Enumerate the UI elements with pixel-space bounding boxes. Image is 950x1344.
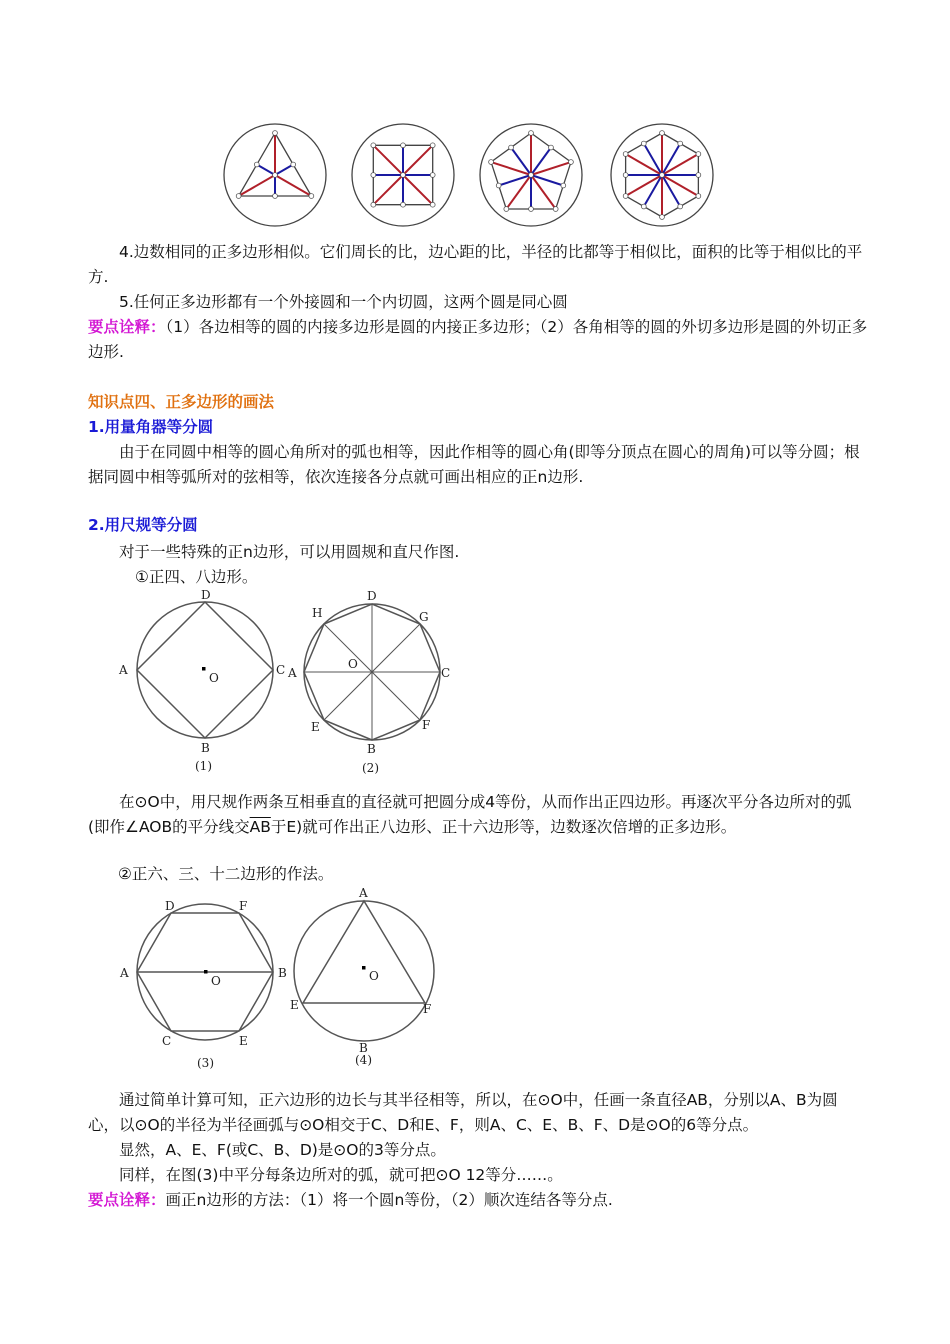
point — [236, 194, 241, 199]
caption: (3) — [197, 1056, 214, 1070]
point — [509, 145, 514, 150]
figure-3-hexagon — [115, 895, 295, 1075]
point — [623, 194, 628, 199]
center-point — [660, 173, 665, 178]
label-C: C — [276, 663, 286, 677]
radius-line — [531, 162, 571, 175]
point — [371, 173, 376, 178]
point — [660, 215, 665, 220]
point — [504, 207, 509, 212]
label-A: A — [119, 663, 128, 677]
label-D: D — [201, 588, 211, 602]
para-similarly: 同样，在图(3)中平分每条边所对的弧，就可把⊙O 12等分……。 — [119, 1166, 563, 1184]
label-D: D — [367, 589, 377, 603]
label-D: D — [165, 899, 175, 913]
point — [371, 202, 376, 207]
radius-line — [373, 175, 403, 205]
label-O: O — [369, 969, 379, 983]
point — [678, 204, 683, 209]
point — [309, 194, 314, 199]
point — [496, 183, 501, 188]
label-O: O — [211, 974, 221, 988]
point — [529, 207, 534, 212]
caption: (1) — [195, 759, 212, 773]
label-C: C — [441, 666, 451, 680]
point — [641, 204, 646, 209]
top-figure-triangle — [222, 122, 328, 228]
subsection-2-title: 2.用尺规等分圆 — [88, 516, 198, 534]
figure-4-triangle — [285, 885, 445, 1070]
note-label: 要点诠释： — [88, 1191, 166, 1209]
point — [569, 160, 574, 165]
radius-line — [373, 145, 403, 175]
note-1: 要点诠释：（1）各边相等的圆的内接多边形是圆的内接正多边形；（2）各角相等的圆的外切多边形是圆的外切正多边形. — [88, 318, 868, 361]
caption: (2) — [362, 761, 379, 775]
note-2: 要点诠释：画正n边形的方法：（1）将一个圆n等份，（2）顺次连结各等分点. — [88, 1191, 613, 1209]
note-label: 要点诠释： — [88, 318, 166, 336]
point — [273, 131, 278, 136]
point — [623, 173, 628, 178]
para-hexagon: 通过简单计算可知，正六边形的边长与其半径相等，所以，在⊙O中，任画一条直径AB，分别以A、B为圆心，以⊙O的半径为半径画弧与⊙O相交于C、D和E、F，则A、C、E、B、F、D是⊙O的6等分点。 — [88, 1091, 838, 1134]
top-figure-square — [350, 122, 456, 228]
point — [291, 162, 296, 167]
para-4: 4.边数相同的正多边形相似。它们周长的比，边心距的比，半径的比都等于相似比，面积的比等于相似比的平方. — [88, 243, 863, 286]
para-obviously: 显然，A、E、F(或C、B、D)是⊙O的3等分点。 — [119, 1141, 446, 1159]
label-E: E — [239, 1034, 248, 1048]
point — [254, 162, 259, 167]
point — [641, 141, 646, 146]
label-O: O — [209, 671, 219, 685]
label-B: B — [201, 741, 210, 755]
label-E: E — [311, 720, 320, 734]
point — [549, 145, 554, 150]
label-C: C — [162, 1034, 172, 1048]
para-5: 5.任何正多边形都有一个外接圆和一个内切圆，这两个圆是同心圆 — [119, 293, 568, 311]
point — [401, 202, 406, 207]
label-B: B — [278, 966, 287, 980]
point — [371, 143, 376, 148]
point — [623, 152, 628, 157]
item-square-octagon: ①正四、八边形。 — [135, 568, 258, 586]
subsection-2-text: 对于一些特殊的正n边形，可以用圆规和直尺作图. — [119, 543, 460, 561]
center-point — [273, 173, 278, 178]
point — [273, 194, 278, 199]
point — [401, 143, 406, 148]
point — [696, 152, 701, 157]
apothem-line — [257, 165, 275, 176]
radius-line — [403, 175, 433, 205]
point — [430, 202, 435, 207]
center-point — [529, 173, 534, 178]
point — [529, 131, 534, 136]
point — [430, 143, 435, 148]
top-figure-pentagon — [478, 122, 584, 228]
label-H: H — [312, 606, 323, 620]
section-4-title: 知识点四、正多边形的画法 — [88, 393, 275, 411]
label-F: F — [239, 899, 248, 913]
point — [430, 173, 435, 178]
center-point — [401, 173, 406, 178]
label-B: B — [367, 742, 376, 756]
radius-line — [491, 162, 531, 175]
label-A: A — [120, 966, 129, 980]
top-figure-hexagon — [609, 122, 715, 228]
point — [696, 173, 701, 178]
radius-line — [403, 145, 433, 175]
label-A: A — [359, 886, 368, 900]
figure-2-octagon — [285, 585, 460, 780]
point — [561, 183, 566, 188]
label-B: B — [359, 1041, 368, 1055]
label-F: F — [423, 1002, 432, 1016]
point — [660, 131, 665, 136]
apothem-line — [275, 165, 293, 176]
label-O: O — [348, 657, 358, 671]
label-A: A — [288, 666, 297, 680]
para-square: 在⊙O中，用尺规作两条互相垂直的直径就可把圆分成4等份，从而作出正四边形。再逐次平分各边所对的弧(即作∠AOB的平分线交$\overline{AB}$于E)就可作出正八边形、正十六边形等，边数逐次倍增的正多边形。 — [88, 793, 852, 836]
point — [489, 160, 494, 165]
caption: (4) — [355, 1053, 372, 1067]
point — [678, 141, 683, 146]
radius-line — [531, 175, 556, 209]
label-E: E — [290, 998, 299, 1012]
radius-line — [506, 175, 531, 209]
point — [553, 207, 558, 212]
figure-1-square — [115, 585, 295, 780]
label-G: G — [419, 610, 429, 624]
label-F: F — [422, 718, 431, 732]
item-hexagon: ②正六、三、十二边形的作法。 — [118, 865, 334, 883]
subsection-1-title: 1.用量角器等分圆 — [88, 418, 214, 436]
arc-AB: $\overline{AB}$ — [249, 818, 271, 836]
subsection-1-text: 由于在同圆中相等的圆心角所对的弧也相等，因此作相等的圆心角(即等分顶点在圆心的周角)可以等分圆；根据同圆中相等弧所对的弦相等，依次连接各分点就可画出相应的正n边形. — [88, 443, 860, 486]
point — [696, 194, 701, 199]
